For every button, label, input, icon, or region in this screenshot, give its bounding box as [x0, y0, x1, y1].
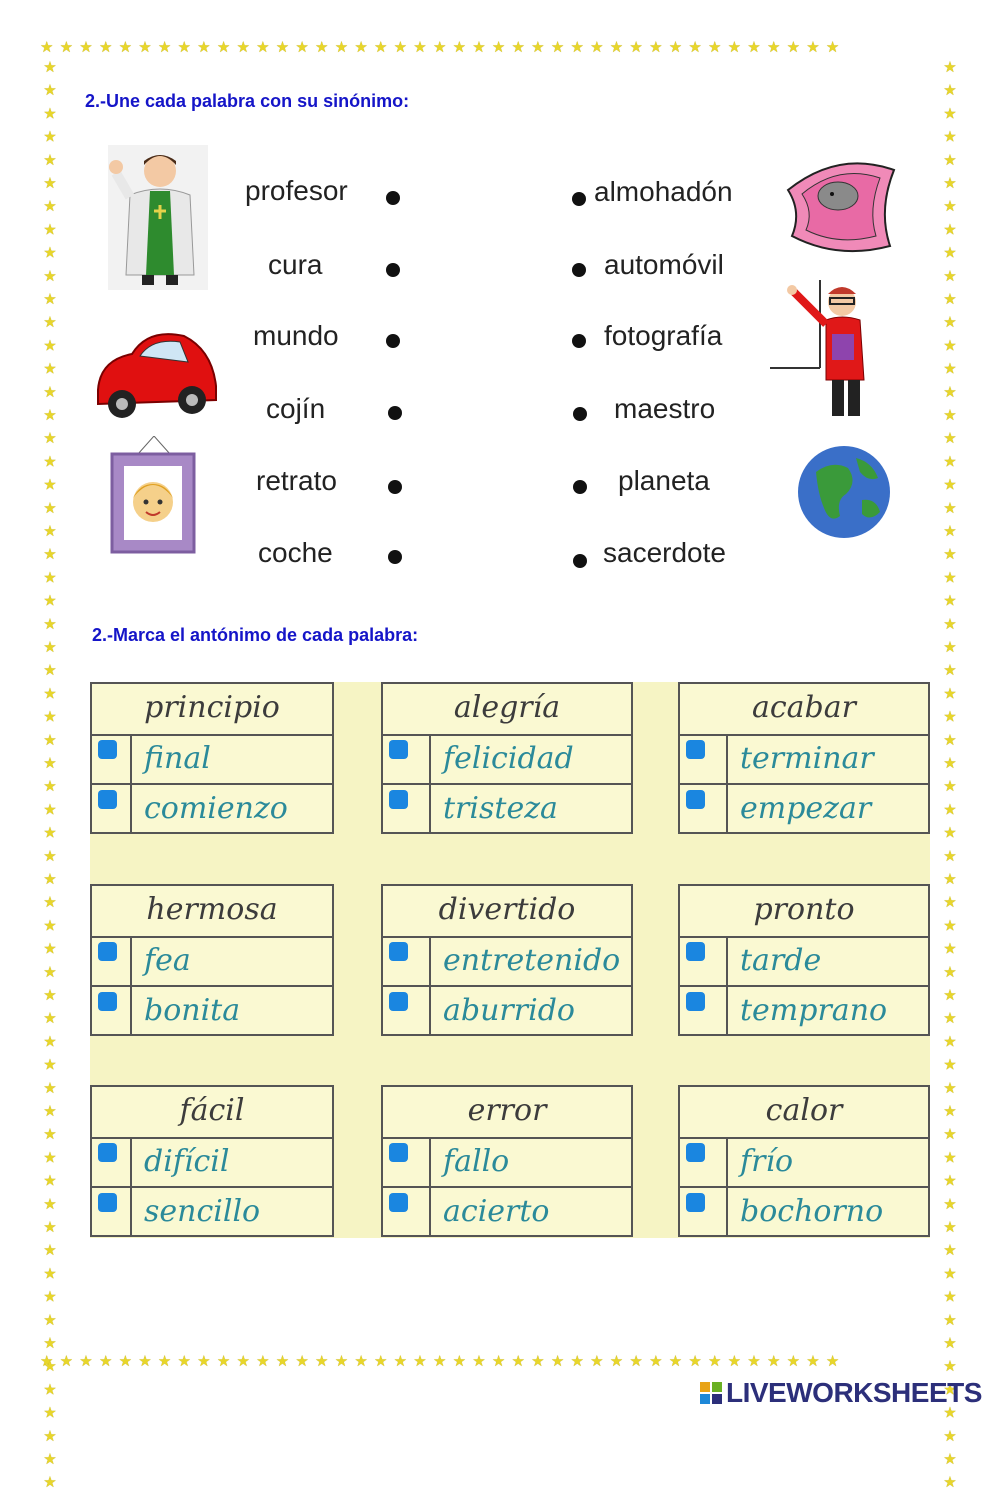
option-checkbox[interactable] — [98, 992, 117, 1011]
option-checkbox[interactable] — [686, 992, 705, 1011]
logo-icon — [700, 1382, 722, 1404]
star-border-bottom: ★★★★★★★★★★★★★★★★★★★★★★★★★★★★★★★★★★★★★★★★★ — [40, 1353, 846, 1370]
option-checkbox[interactable] — [98, 740, 117, 759]
pillow-image — [778, 150, 904, 260]
right-word-1: almohadón — [594, 176, 733, 207]
option-label: tarde — [740, 943, 822, 978]
right-match-dot[interactable] — [572, 192, 586, 206]
option-label: bochorno — [740, 1194, 884, 1229]
option-label: comienzo — [144, 791, 288, 826]
antonym-word: hermosa — [92, 886, 332, 938]
option-checkbox[interactable] — [686, 1143, 705, 1162]
left-word-5: retrato — [256, 465, 337, 496]
option-checkbox[interactable] — [389, 992, 408, 1011]
antonym-word: error — [383, 1087, 631, 1139]
antonym-box — [90, 682, 334, 834]
option-label: difícil — [144, 1144, 230, 1179]
left-match-dot[interactable] — [386, 334, 400, 348]
logo-text: LIVEWORKSHEETS — [726, 1377, 982, 1408]
option-label: entretenido — [443, 943, 621, 978]
star-border-right: ★★★★★★★★★★★★★★★★★★★★★★★★★★★★★★★★★★★★★★★★★★★★★★★★★★★★★★★★★★★★★★ — [941, 58, 958, 1496]
teacher-image — [770, 280, 880, 420]
option-checkbox[interactable] — [686, 790, 705, 809]
option-label: bonita — [144, 993, 241, 1028]
section1-heading: 2.-Une cada palabra con su sinónimo: — [85, 91, 410, 111]
section2-heading: 2.-Marca el antónimo de cada palabra: — [92, 625, 419, 645]
antonym-word: pronto — [680, 886, 928, 938]
left-match-dot[interactable] — [388, 550, 402, 564]
option-checkbox[interactable] — [389, 942, 408, 961]
antonym-word: acabar — [680, 684, 928, 736]
left-word-4: cojín — [266, 393, 326, 424]
option-checkbox[interactable] — [686, 1193, 705, 1212]
right-match-dot[interactable] — [572, 263, 586, 277]
option-label: empezar — [740, 791, 872, 826]
right-word-5: planeta — [618, 465, 710, 496]
left-word-6: coche — [258, 537, 333, 568]
antonym-box — [381, 1085, 633, 1237]
right-word-4: maestro — [614, 393, 716, 424]
option-label: fallo — [443, 1144, 510, 1179]
option-label: aburrido — [443, 993, 575, 1028]
right-match-dot[interactable] — [573, 407, 587, 421]
option-label: terminar — [740, 741, 874, 776]
left-word-2: cura — [268, 249, 323, 280]
option-checkbox[interactable] — [98, 1143, 117, 1162]
option-checkbox[interactable] — [389, 1193, 408, 1212]
option-label: acierto — [443, 1194, 550, 1229]
star-border-left: ★★★★★★★★★★★★★★★★★★★★★★★★★★★★★★★★★★★★★★★★★★★★★★★★★★★★★★★★★★★★★★ — [41, 58, 58, 1496]
option-checkbox[interactable] — [389, 1143, 408, 1162]
option-checkbox[interactable] — [686, 942, 705, 961]
right-word-2: automóvil — [604, 249, 724, 280]
option-label: felicidad — [443, 741, 574, 776]
left-match-dot[interactable] — [386, 263, 400, 277]
left-match-dot[interactable] — [386, 191, 400, 205]
antonym-word: principio — [92, 684, 332, 736]
option-checkbox[interactable] — [98, 790, 117, 809]
left-match-dot[interactable] — [388, 406, 402, 420]
option-label: temprano — [740, 993, 888, 1028]
antonym-box — [678, 884, 930, 1036]
left-word-1: profesor — [245, 175, 348, 206]
left-word-3: mundo — [253, 320, 339, 351]
option-checkbox[interactable] — [98, 942, 117, 961]
car-image — [92, 320, 220, 425]
right-match-dot[interactable] — [573, 480, 587, 494]
option-checkbox[interactable] — [389, 790, 408, 809]
antonym-box — [381, 884, 633, 1036]
star-border-top: ★★★★★★★★★★★★★★★★★★★★★★★★★★★★★★★★★★★★★★★★★ — [40, 39, 846, 56]
antonym-box — [678, 682, 930, 834]
antonym-word: divertido — [383, 886, 631, 938]
option-label: sencillo — [144, 1194, 261, 1229]
option-checkbox[interactable] — [98, 1193, 117, 1212]
right-match-dot[interactable] — [573, 554, 587, 568]
antonym-box — [381, 682, 633, 834]
right-word-6: sacerdote — [603, 537, 726, 568]
left-match-dot[interactable] — [388, 480, 402, 494]
antonym-box — [678, 1085, 930, 1237]
antonym-word: alegría — [383, 684, 631, 736]
right-word-3: fotografía — [604, 320, 723, 351]
portrait-image — [108, 436, 200, 556]
option-label: tristeza — [443, 791, 558, 826]
antonym-word: fácil — [92, 1087, 332, 1139]
option-label: fea — [144, 943, 191, 978]
antonym-box — [90, 1085, 334, 1237]
antonym-box — [90, 884, 334, 1036]
option-checkbox[interactable] — [686, 740, 705, 759]
option-checkbox[interactable] — [389, 740, 408, 759]
globe-image — [796, 442, 892, 542]
antonym-word: calor — [680, 1087, 928, 1139]
option-label: frío — [740, 1144, 794, 1179]
priest-image — [108, 145, 208, 290]
liveworksheets-logo[interactable] — [700, 1378, 982, 1408]
right-match-dot[interactable] — [572, 334, 586, 348]
option-label: final — [144, 741, 211, 776]
